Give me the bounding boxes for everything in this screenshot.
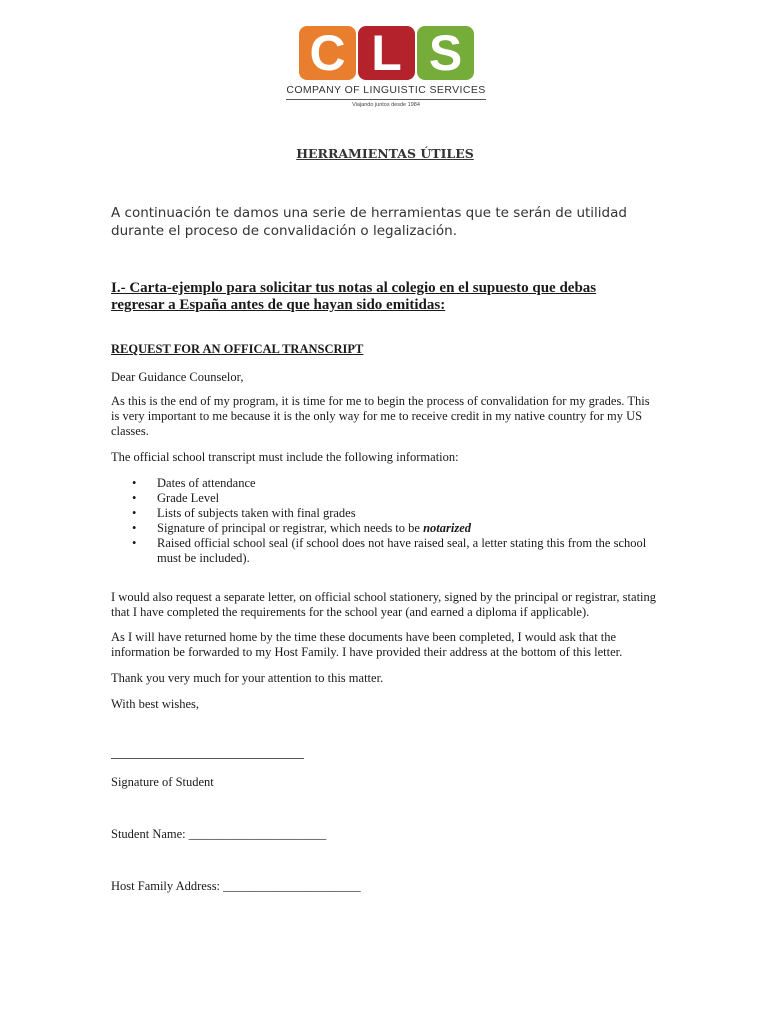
signature-label: Signature of Student xyxy=(111,775,214,789)
transcript-requirements-list xyxy=(111,476,651,566)
list-item xyxy=(111,521,651,536)
list-item-text: Grade Level xyxy=(157,491,220,505)
section-heading: I.- Carta-ejemplo para solicitar tus notas al colegio en el supuesto que debas regresar a España antes de que hayan sido emitidas: xyxy=(111,280,597,313)
letter-salutation: Dear Guidance Counselor, xyxy=(111,370,244,384)
list-item-text: Lists of subjects taken with final grades xyxy=(157,506,356,520)
list-item-text: Dates of attendance xyxy=(157,476,256,490)
letter-paragraph-3: I would also request a separate letter, on official school stationery, signed by the principal or registrar, stating that I have completed the requirements for the school year (and earned a diploma if applicable). xyxy=(111,590,657,619)
list-item xyxy=(111,536,651,566)
bullet-mark: • xyxy=(132,476,137,490)
letter-heading: REQUEST FOR AN OFFICAL TRANSCRIPT xyxy=(111,342,364,356)
list-item-text: Raised official school seal (if school does not have raised seal, a letter stating this from the school must be included). xyxy=(157,536,647,565)
logo-company-name: COMPANY OF LINGUISTIC SERVICES xyxy=(286,84,486,96)
letter-paragraph-5: Thank you very much for your attention to this matter. xyxy=(111,671,384,685)
logo-letter-l: L xyxy=(358,26,415,80)
list-item xyxy=(111,506,651,521)
company-logo xyxy=(286,26,486,108)
logo-letter-s: S xyxy=(417,26,474,80)
logo-tagline: Viajando juntos desde 1984 xyxy=(352,102,420,108)
logo-divider xyxy=(286,99,486,100)
logo-letter-c: C xyxy=(299,26,356,80)
intro-paragraph: A continuación te damos una serie de herramientas que te serán de utilidad durante el proceso de convalidación o legalización. xyxy=(111,205,627,239)
bullet-mark: • xyxy=(132,536,137,550)
notarized-emphasis: notarized xyxy=(423,521,472,535)
list-item-text: Signature of principal or registrar, which needs to be xyxy=(157,521,424,535)
signature-line xyxy=(111,758,304,759)
list-item xyxy=(111,476,651,491)
list-item xyxy=(111,491,651,506)
student-name-field: Student Name: ______________________ xyxy=(111,827,327,841)
letter-paragraph-1: As this is the end of my program, it is time for me to begin the process of convalidation for my grades. This is very important to me because it is the only way for me to receive credit in my native country for my US classes. xyxy=(111,394,650,438)
letter-paragraph-4: As I will have returned home by the time these documents have been completed, I would ask that the information be forwarded to my Host Family. I have provided their address at the bottom of this letter. xyxy=(111,630,623,659)
letter-closing: With best wishes, xyxy=(111,697,200,711)
bullet-mark: • xyxy=(132,521,137,535)
letter-paragraph-2: The official school transcript must include the following information: xyxy=(111,450,459,464)
bullet-mark: • xyxy=(132,506,137,520)
host-family-address-field: Host Family Address: ______________________ xyxy=(111,879,361,893)
page-title: HERRAMIENTAS ÚTILES xyxy=(296,146,474,161)
bullet-mark: • xyxy=(132,491,137,505)
